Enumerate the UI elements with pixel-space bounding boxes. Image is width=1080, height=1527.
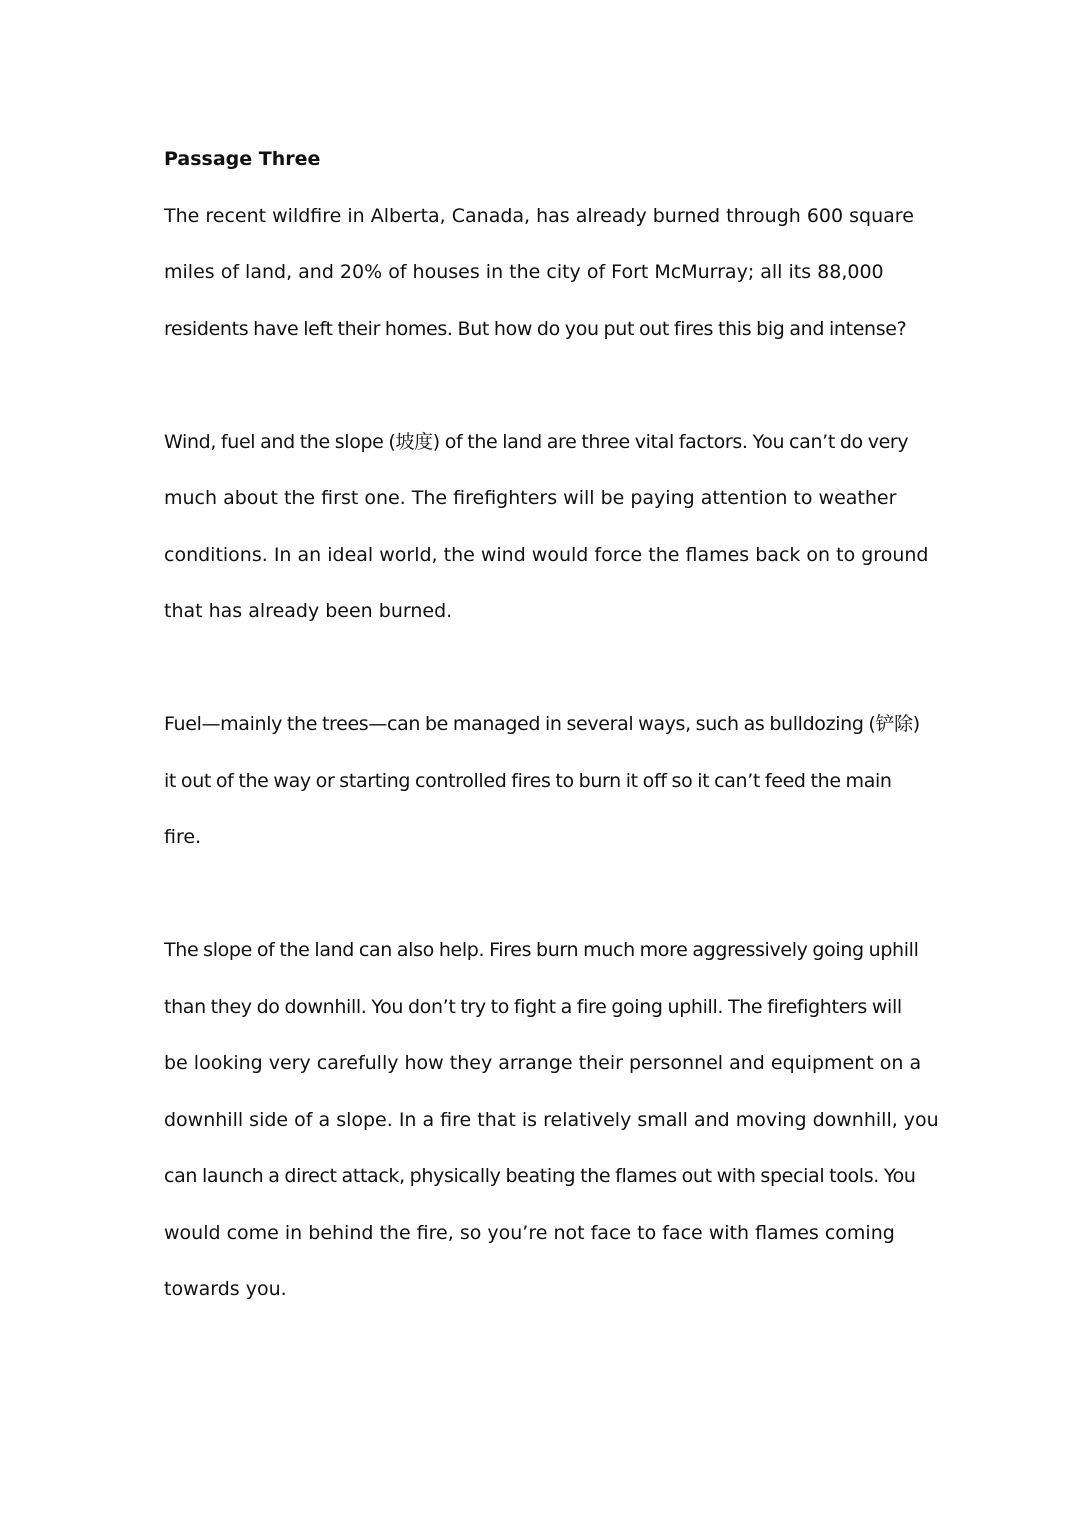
- paragraph-line: can launch a direct attack, physically beating the flames out with special tools. You: [164, 1165, 916, 1187]
- paragraph-line: that has already been burned.: [164, 600, 453, 622]
- paragraph-line: Fuel—mainly the trees—can be managed in several ways, such as bulldozing (铲除): [164, 713, 920, 735]
- paragraph-line: conditions. In an ideal world, the wind would force the flames back on to ground: [164, 543, 929, 566]
- passage-content: [164, 131, 939, 1374]
- paragraph-line: it out of the way or starting controlled fires to burn it off so it can’t feed the main: [164, 769, 892, 792]
- paragraph-line: much about the first one. The firefighters will be paying attention to weather: [164, 487, 897, 509]
- paragraph-line: towards you.: [164, 1278, 287, 1300]
- paragraph-line: be looking very carefully how they arrange their personnel and equipment on a: [164, 1052, 922, 1074]
- paragraph-line: fire.: [164, 826, 202, 848]
- paragraph-4: [164, 922, 939, 1318]
- paragraph-3: [164, 696, 924, 866]
- paragraph-2: [164, 414, 929, 640]
- paragraph-line: The slope of the land can also help. Fires burn much more aggressively going uphill: [164, 939, 919, 961]
- paragraph-line: The recent wildfire in Alberta, Canada, has already burned through 600 square: [164, 204, 914, 227]
- paragraph-1: [164, 188, 924, 358]
- paragraph-line: residents have left their homes. But how do you put out fires this big and intense?: [164, 317, 907, 340]
- paragraph-line: would come in behind the fire, so you’re not face to face with flames coming: [164, 1221, 895, 1244]
- paragraph-line: than they do downhill. You don’t try to fight a fire going uphill. The firefighters will: [164, 995, 902, 1018]
- passage-title: Passage Three: [164, 148, 321, 170]
- paragraph-line: miles of land, and 20% of houses in the city of Fort McMurray; all its 88,000: [164, 261, 884, 283]
- paragraph-line: downhill side of a slope. In a fire that is relatively small and moving downhill, you: [164, 1108, 939, 1131]
- paragraph-line: Wind, fuel and the slope (坡度) of the land are three vital factors. You can’t do very: [164, 430, 909, 453]
